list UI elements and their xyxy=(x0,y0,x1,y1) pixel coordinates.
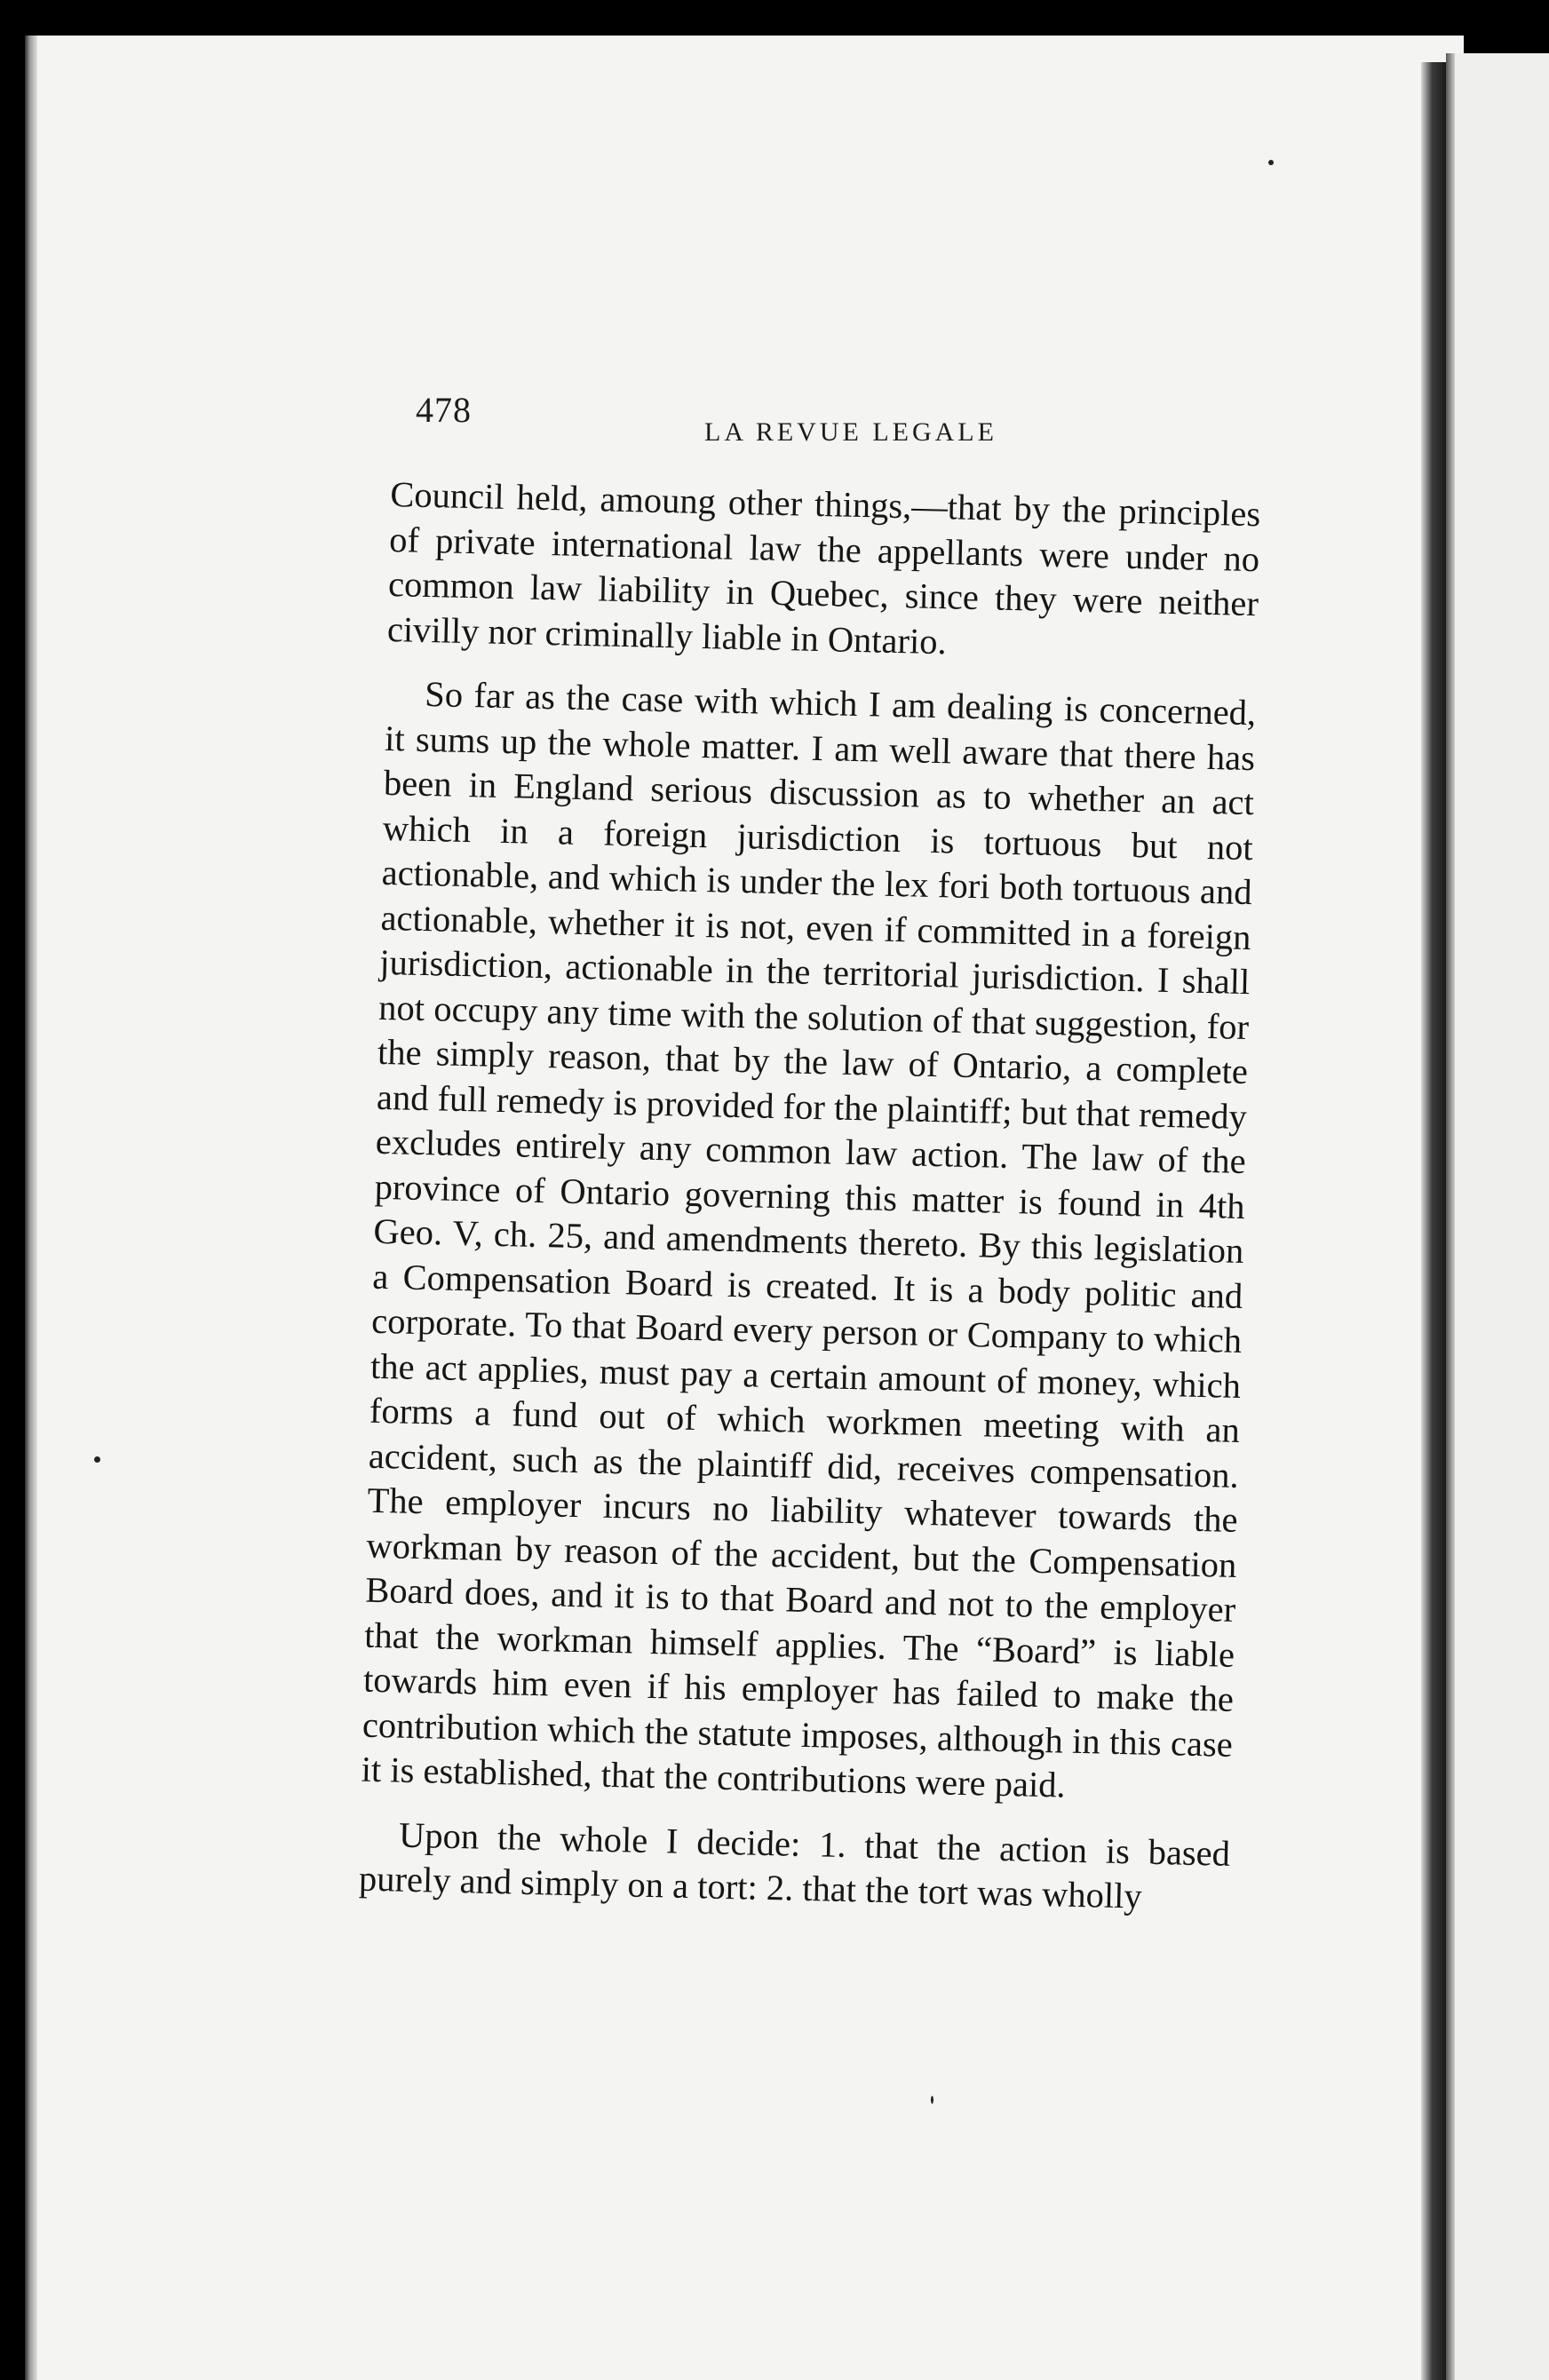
ink-speck xyxy=(931,2096,933,2104)
ink-speck xyxy=(94,1456,100,1463)
running-title: LA REVUE LEGALE xyxy=(704,417,997,447)
paragraph-continued: Council held, amoung other things,—that by the principles of private international law the appellants were under no common law liability in Quebec, since they were neither civilly nor criminally liable in Ontario. xyxy=(386,473,1261,662)
page-left-edge xyxy=(25,36,37,2380)
page-number: 478 xyxy=(416,390,472,430)
book-page xyxy=(25,36,1464,2380)
body-text xyxy=(358,472,1261,1940)
ink-speck xyxy=(1268,160,1274,165)
facing-page-shadow xyxy=(1446,53,1455,2380)
book-spine-shadow xyxy=(1421,62,1446,2380)
page-header xyxy=(416,382,1304,462)
facing-page-edge xyxy=(1446,53,1549,2380)
paragraph-main: So far as the case with which I am dealing is concerned, it sums up the whole matter. I am well aware that there has been in England serious discussion as to whether an act which in a foreign jurisdiction is tortuous but not actionable, and which is under the lex fori both tortuous and actionable, whether it is not, even if committed in a foreign jurisdiction, actionable in the territorial jurisdiction. I shall not occupy any time with the solution of that suggestion, for the simply reason, that by the law of Ontario, a complete and full remedy is provided for the plaintiff; but that remedy excludes entirely any common law action. The law of the province of Ontario governing this matter is found in 4th Geo. V, ch. 25, and amendments thereto. By this legislation a Compensation Board is created. It is a body politic and corporate. To that Board every person or Company to which the act applies, must pay a certain amount of money, which forms a fund out of which workmen meeting with an accident, such as the plaintiff did, receives compensation. The employer incurs no liability whatever towards the workman by reason of the accident, but the Compensation Board does, and it is to that Board and not to the employer that the workman himself applies. The “Board” is liable towards him even if his employer has failed to make the contribution which the statute imposes, although in this case it is established, that the contributions were paid. xyxy=(361,673,1257,1805)
paragraph-decision: Upon the whole I decide: 1. that the action is based purely and simply on a tort: 2. that the tort was wholly xyxy=(358,1814,1231,1916)
